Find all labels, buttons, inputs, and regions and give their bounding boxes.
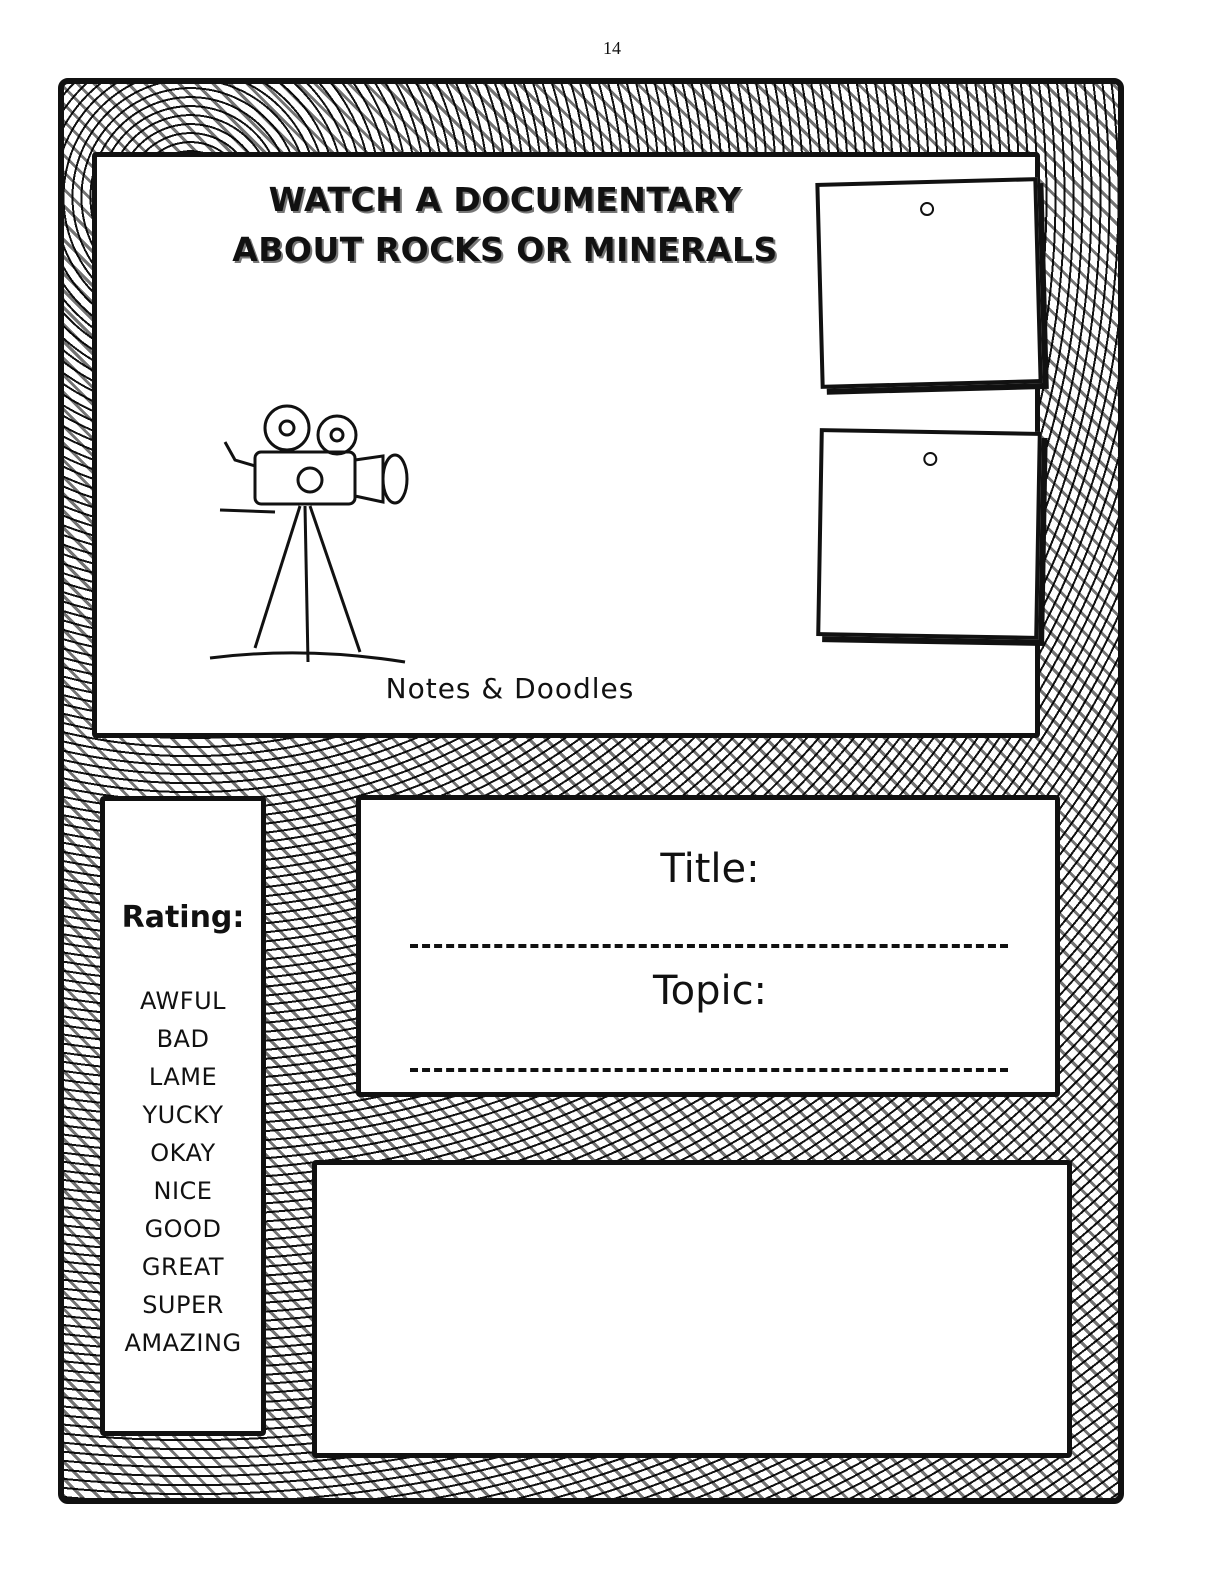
photo-frame-top bbox=[815, 177, 1042, 389]
notes-doodles-label: Notes & Doodles bbox=[385, 672, 635, 705]
rating-option-bad[interactable]: BAD bbox=[156, 1025, 210, 1053]
pin-icon bbox=[920, 202, 934, 216]
rating-option-okay[interactable]: OKAY bbox=[150, 1139, 216, 1167]
rating-option-amazing[interactable]: AMAZING bbox=[124, 1329, 242, 1357]
title-label: Title: bbox=[660, 846, 760, 892]
rating-option-super[interactable]: SUPER bbox=[142, 1291, 224, 1319]
blank-notes-box bbox=[312, 1160, 1072, 1458]
topic-label: Topic: bbox=[652, 968, 768, 1014]
rating-options bbox=[100, 982, 266, 1362]
rating-option-great[interactable]: GREAT bbox=[141, 1253, 225, 1281]
photo-frame-bottom bbox=[816, 428, 1042, 640]
rating-option-yucky[interactable]: YUCKY bbox=[142, 1101, 224, 1129]
title-write-line[interactable] bbox=[410, 944, 1008, 948]
rating-heading: Rating: bbox=[121, 900, 245, 935]
rating-option-nice[interactable]: NICE bbox=[153, 1177, 213, 1205]
pin-icon bbox=[923, 452, 937, 466]
rating-option-awful[interactable]: AWFUL bbox=[139, 987, 227, 1015]
film-camera-icon bbox=[205, 400, 420, 680]
page-title-line-1: WATCH A DOCUMENTARY bbox=[268, 180, 742, 219]
rating-option-good[interactable]: GOOD bbox=[144, 1215, 222, 1243]
page-title-line-2: ABOUT ROCKS OR MINERALS bbox=[232, 230, 778, 269]
topic-write-line[interactable] bbox=[410, 1068, 1008, 1072]
page-number: 14 bbox=[603, 38, 621, 58]
rating-option-lame[interactable]: LAME bbox=[148, 1063, 218, 1091]
